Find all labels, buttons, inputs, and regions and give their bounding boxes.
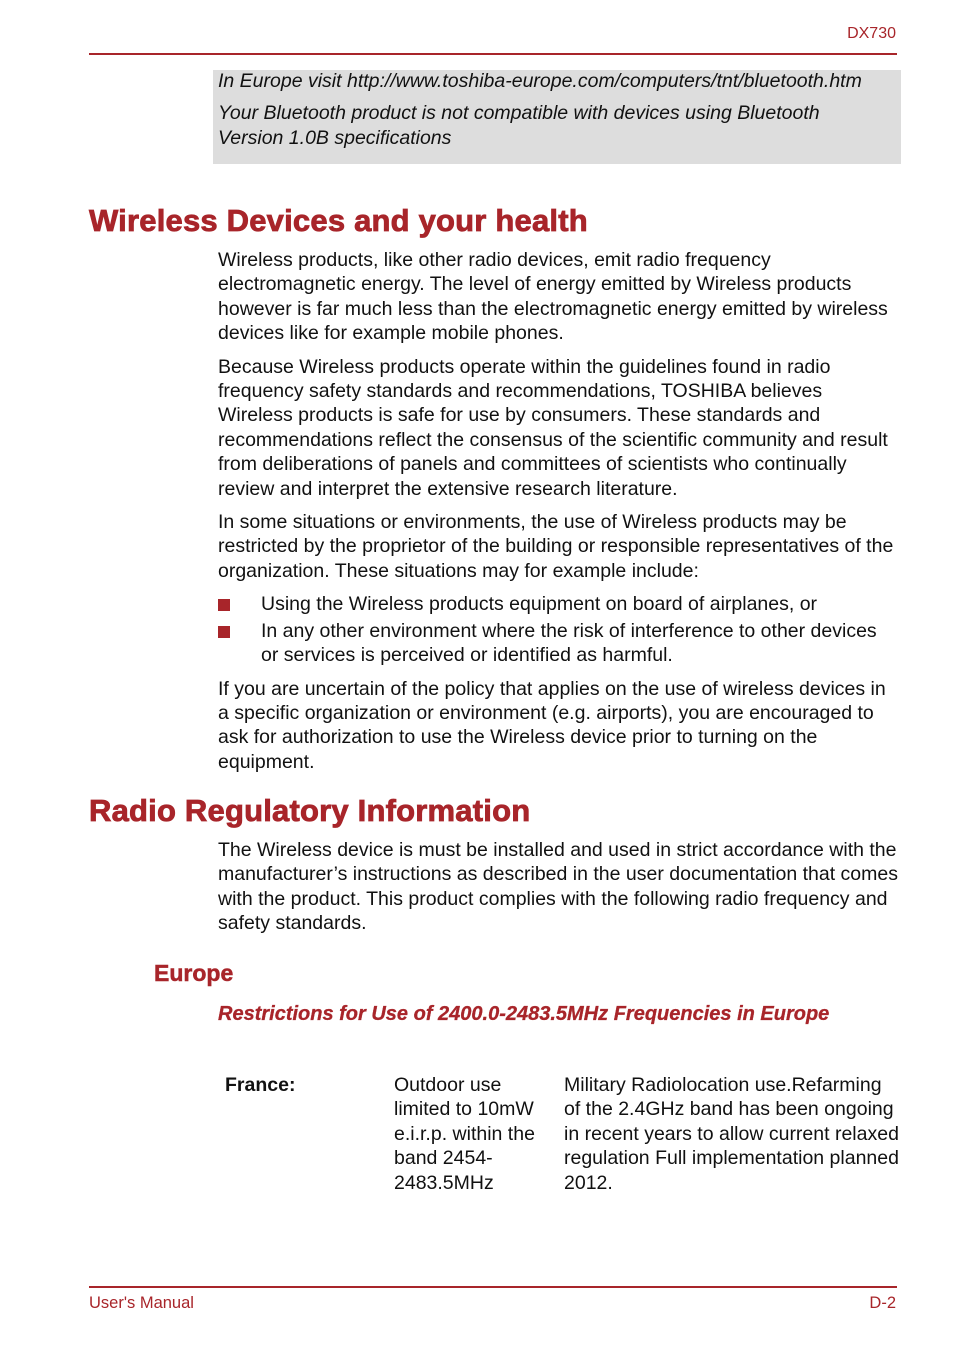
list-item	[218, 592, 898, 616]
paragraph: Because Wireless products operate within the guidelines found in radio frequency safety standards and recommendations, TOSHIBA believes Wireless products is safe for use by consumers. These standards and recommendations reflect the consensus of the scientific community and result from deliberations of panels and committees of scientists who continually review and interpret the extensive research literature.	[218, 355, 888, 500]
header-model-label: DX730	[847, 25, 896, 42]
header-divider	[89, 53, 897, 55]
table-cell-limit: Outdoor use limited to 10mW e.i.r.p. within the band 2454-2483.5MHz	[394, 1074, 535, 1194]
bullet-list	[218, 592, 898, 667]
list-item-text: Using the Wireless products equipment on board of airplanes, or	[261, 593, 818, 616]
list-item-text: In any other environment where the risk of interference to other devices or services is perceived or identified as harmful.	[261, 619, 877, 667]
list-item	[218, 619, 898, 668]
note-europe-url: In Europe visit http://www.toshiba-europe.com/computers/tnt/bluetooth.htm	[218, 70, 862, 92]
section-title-radio: Radio Regulatory Information	[89, 793, 531, 828]
footer-manual-title: User's Manual	[89, 1294, 194, 1312]
subsection-subtitle-restrictions: Restrictions for Use of 2400.0-2483.5MHz Frequencies in Europe	[218, 1003, 830, 1025]
table-cell-note: Military Radiolocation use.Refarming of the 2.4GHz band has been ongoing in recent years to allow current relaxed regulation Full implementation planned 2012.	[564, 1074, 899, 1194]
subsection-title-europe: Europe	[154, 960, 234, 986]
paragraph: Wireless products, like other radio devices, emit radio frequency electromagnetic energy. The level of energy emitted by Wireless products however is far much less than the electromagnetic energy emitted by wireless devices like for example mobile phones.	[218, 249, 888, 345]
bullet-square-icon	[218, 626, 230, 638]
section-health-body	[218, 248, 898, 783]
table-cell-country: France:	[225, 1074, 296, 1096]
section-radio-body	[218, 838, 898, 945]
paragraph: The Wireless device is must be installed and used in strict accordance with the manufacturer’s instructions as described in the user documentation that comes with the product. This product complies with the following radio frequency and safety standards.	[218, 839, 898, 935]
note-bluetooth-compat: Your Bluetooth product is not compatible with devices using Bluetooth Version 1.0B specifications	[218, 102, 820, 149]
section-title-health: Wireless Devices and your health	[89, 203, 588, 238]
footer-divider	[89, 1286, 897, 1288]
footer-page-number: D-2	[869, 1294, 896, 1312]
paragraph: If you are uncertain of the policy that applies on the use of wireless devices in a specific organization or environment (e.g. airports), you are encouraged to ask for authorization to use the Wireless device prior to turning on the equipment.	[218, 677, 886, 773]
note-box	[213, 70, 901, 164]
bullet-square-icon	[218, 599, 230, 611]
paragraph: In some situations or environments, the use of Wireless products may be restricted by the proprietor of the building or responsible representatives of the organization. These situations may for example include:	[218, 511, 894, 582]
